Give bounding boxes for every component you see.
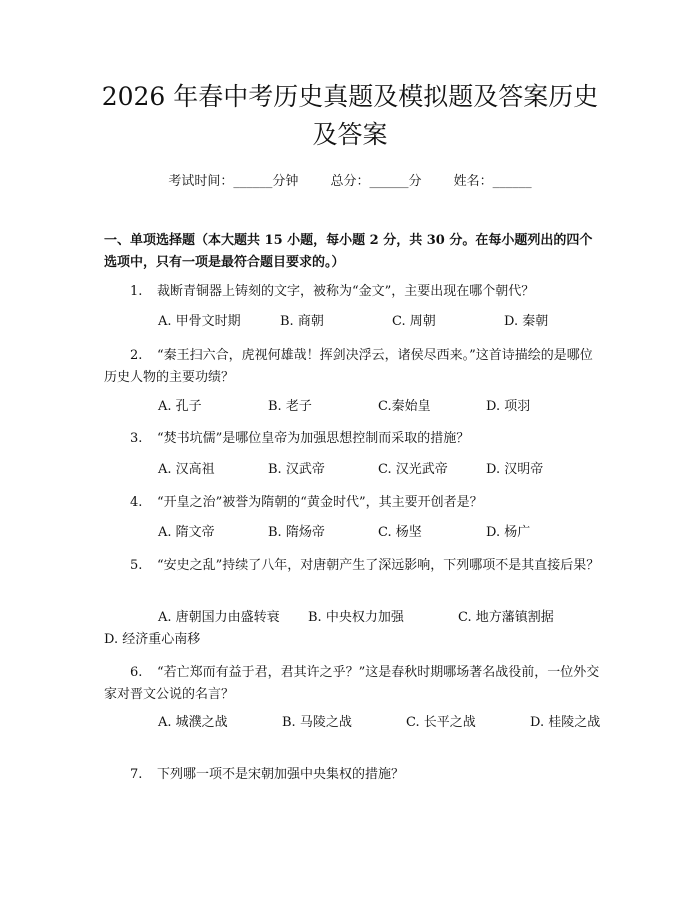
option-b: B. 商朝	[280, 314, 324, 329]
student-name: 姓名：______	[453, 174, 532, 189]
question-text: 下列哪一项不是宋朝加强中央集权的措施？	[157, 767, 405, 782]
question-number: 1.	[130, 284, 143, 299]
question	[104, 428, 604, 450]
option-b: B. 老子	[268, 399, 312, 414]
option-c: C. 杨坚	[378, 525, 422, 540]
option-list	[104, 712, 604, 734]
question-number: 2.	[130, 348, 143, 363]
option-list	[104, 311, 604, 333]
question-text: 裁断青铜器上铸刻的文字，被称为“金文”，主要出现在哪个朝代？	[157, 284, 535, 299]
question	[104, 764, 604, 786]
option-b: B. 汉武帝	[268, 462, 325, 477]
title-line-2: 及答案	[312, 120, 388, 149]
question-text: “安史之乱”持续了八年，对唐朝产生了深远影响，下列哪项不是其直接后果？	[157, 558, 600, 573]
option-list	[104, 459, 604, 481]
question-number: 3.	[130, 431, 143, 446]
question-number: 5.	[130, 558, 143, 573]
option-d: D. 杨广	[486, 525, 531, 540]
option-list	[104, 607, 604, 651]
question-number: 7.	[130, 767, 143, 782]
option-b: B. 隋炀帝	[268, 525, 325, 540]
option-a: A. 隋文帝	[158, 525, 215, 540]
option-c: C. 地方藩镇割据	[458, 610, 554, 625]
option-c: C. 周朝	[392, 314, 436, 329]
option-a: A. 甲骨文时期	[158, 314, 241, 329]
option-d: D. 经济重心南移	[104, 632, 201, 647]
section-heading: 一、单项选择题（本大题共 15 小题，每小题 2 分，共 30 分。在每小题列出的四个选项中，只有一项是最符合题目要求的。）	[104, 233, 593, 270]
total-score: 总分：______分	[330, 174, 422, 189]
option-d: D. 项羽	[486, 399, 531, 414]
question	[104, 555, 604, 577]
page-title	[0, 78, 700, 154]
question	[104, 492, 604, 514]
option-b: B. 中央权力加强	[308, 610, 404, 625]
question-text: “焚书坑儒”是哪位皇帝为加强思想控制而采取的措施？	[157, 431, 470, 446]
question-text: “开皇之治”被誉为隋朝的“黄金时代”，其主要开创者是？	[157, 495, 483, 510]
option-b: B. 马陵之战	[282, 715, 352, 730]
exam-time: 考试时间：______分钟	[168, 174, 299, 189]
title-line-1: 2026 年春中考历史真题及模拟题及答案历史	[101, 82, 599, 111]
question-number: 4.	[130, 495, 143, 510]
option-d: D. 桂陵之战	[530, 715, 601, 730]
option-a: A. 城濮之战	[158, 715, 228, 730]
option-d: D. 秦朝	[504, 314, 549, 329]
option-a: A. 唐朝国力由盛转衰	[158, 610, 280, 625]
option-d: D. 汉明帝	[486, 462, 544, 477]
option-c: C. 长平之战	[406, 715, 476, 730]
option-a: A. 孔子	[158, 399, 202, 414]
question-number: 6.	[130, 665, 143, 680]
question	[104, 662, 604, 706]
exam-info	[0, 170, 700, 189]
question-text: “若亡郑而有益于君，君其许之乎？”这是春秋时期哪场著名战役前，一位外交家对晋文公说的名言？	[104, 665, 600, 702]
option-c: C.秦始皇	[378, 399, 431, 414]
question	[104, 345, 604, 389]
option-a: A. 汉高祖	[158, 462, 215, 477]
option-list	[104, 396, 604, 418]
option-c: C. 汉光武帝	[378, 462, 448, 477]
question-text: “秦王扫六合，虎视何雄哉！挥剑决浮云，诸侯尽西来。”这首诗描绘的是哪位历史人物的主要功绩？	[104, 348, 593, 385]
question	[104, 281, 604, 303]
option-list	[104, 522, 604, 544]
